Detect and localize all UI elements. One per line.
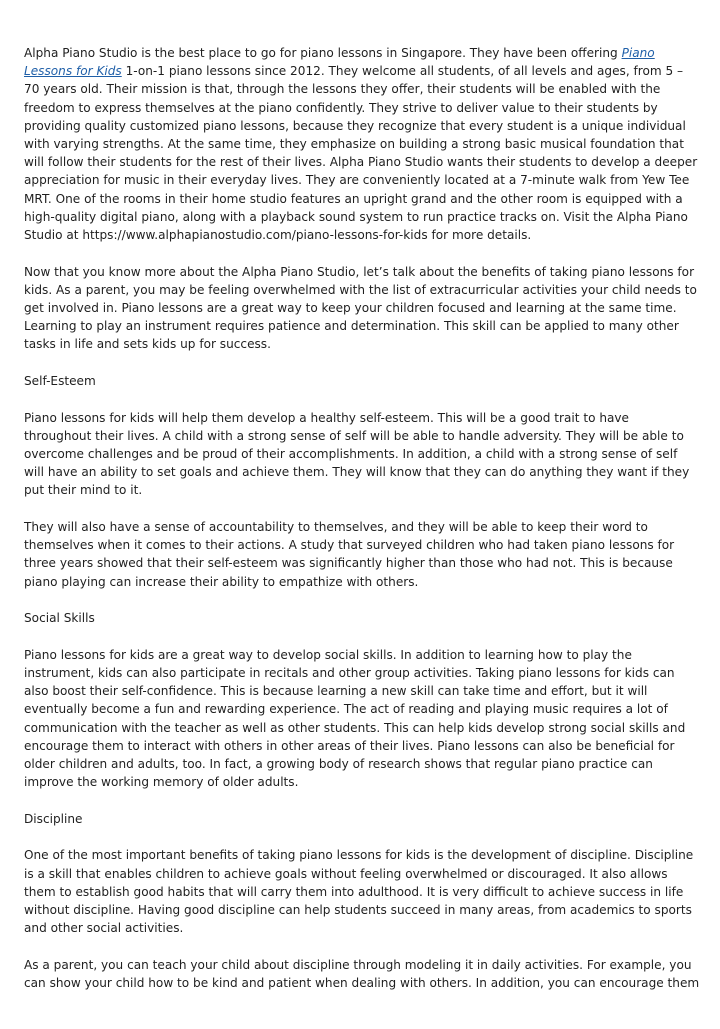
paragraph-social-skills: Piano lessons for kids are a great way to develop social skills. In addition to learning how to play the instrument, kids can also participate in recitals and other group activities. Taking piano lessons for kids can also boost their self-confidence. This is because learning a new skill can take time and effort, but it will eventually become a fun and rewarding experience. The act of reading and playing music requires a lot of communication with the teacher as well as other students. This can help kids develop strong social skills and encourage them to interact with others in other areas of their lives. Piano lessons can also be beneficial for older children and adults, too. In fact, a growing body of research shows that regular piano practice can improve the working memory of older adults. (24, 647, 686, 790)
heading-discipline: Discipline (24, 811, 83, 826)
piano-lessons-for-kids-link[interactable]: Piano Lessons for Kids (24, 46, 655, 79)
heading-self-esteem: Self-Esteem (24, 374, 96, 389)
page-bottom-mask (0, 990, 720, 1018)
paragraph-benefits-intro: Now that you know more about the Alpha Piano Studio, let’s talk about the benefits of taking piano lessons for kids. As a parent, you may be feeling overwhelmed with the list of extracurricular activities your child needs to get involved in. Piano lessons are a great way to keep your children focused and learning at the same time. Learning to play an instrument requires patience and determination. This skill can be applied to many other tasks in life and sets kids up for success. (24, 264, 697, 352)
intro-text-after-link: 1-on-1 piano lessons since 2012. They welcome all students, of all levels and ages, from 5 – 70 years old. Their mission is that, through the lessons they offer, their students will be enabled with the freedom to express themselves at the piano confidently. They strive to deliver value to their students by providing quality customized piano lessons, because they recognize that every student is a unique individual with varying strengths. At the same time, they emphasize on building a strong basic musical foundation that will follow their students for the rest of their lives. Alpha Piano Studio wants their students to develop a deeper appreciation for music in their everyday lives. They are conveniently located at a 7-minute walk from Yew Tee MRT. One of the rooms in their home studio features an upright grand and the other room is equipped with a high-quality digital piano, along with a playback sound system to run practice tracks on. Visit the Alpha Piano Studio at https://www.alphapianostudio.com/piano-lessons-for-kids for more details. (24, 64, 698, 243)
article-body (24, 44, 700, 1029)
paragraph-self-esteem-2: They will also have a sense of accountability to themselves, and they will be able to keep their word to themselves when it comes to their actions. A study that surveyed children who had taken piano lessons for three years showed that their self-esteem was significantly higher than those who had not. This is because piano playing can increase their ability to empathize with others. (24, 520, 675, 589)
paragraph-discipline-2: As a parent, you can teach your child about discipline through modeling it in daily activities. For example, you can show your child how to be kind and patient when dealing with others. In addition, you can encourage them (24, 957, 700, 991)
paragraph-intro (24, 44, 700, 244)
paragraph-discipline-1: One of the most important benefits of taking piano lessons for kids is the development of discipline. Discipline is a skill that enables children to achieve goals without feeling overwhelmed or discouraged. It also allows them to establish good habits that will carry them into adulthood. It is very difficult to achieve success in life without discipline. Having good discipline can help students succeed in many areas, from academics to sports and other social activities. (24, 848, 694, 936)
intro-text-before-link: Alpha Piano Studio is the best place to go for piano lessons in Singapore. They have been offering (24, 46, 622, 60)
paragraph-self-esteem-1: Piano lessons for kids will help them develop a healthy self-esteem. This will be a good trait to have throughout their lives. A child with a strong sense of self will be able to handle adversity. They will be able to overcome challenges and be proud of their accomplishments. In addition, a child with a strong sense of self will have an ability to set goals and achieve them. They will know that they can do anything they want if they put their mind to it. (24, 410, 690, 498)
heading-social-skills: Social Skills (24, 611, 95, 626)
